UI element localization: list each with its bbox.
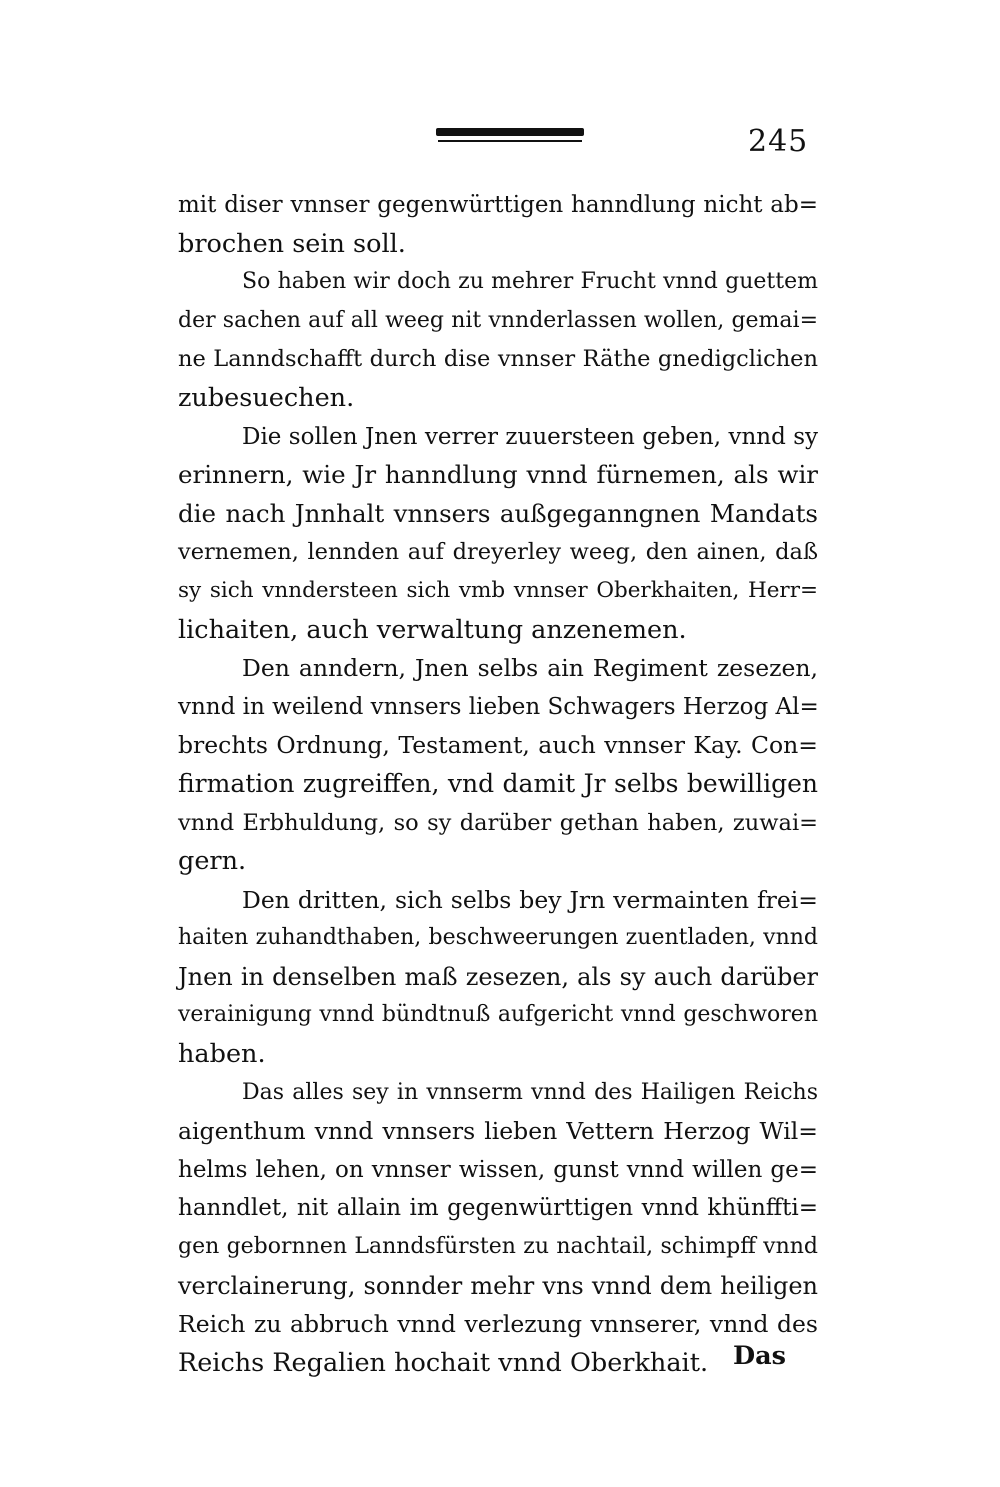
text-line: gen gebornnen Lanndsfürsten zu nachtail, schimpff vnnd [178,1234,818,1260]
text-line: vnnd Erbhuldung, so sy darüber gethan haben, zuwai= [178,809,818,836]
text-line: vnnd in weilend vnnsers lieben Schwagers Herzog Al= [178,693,819,720]
text-line: vernemen, lennden auf dreyerley weeg, den ainen, daß [178,539,818,566]
header-rule-thin [438,140,582,142]
catchword: Das [733,1341,786,1371]
text-line: haben. [178,1039,266,1070]
text-line: haiten zuhandthaben, beschweerungen zuentladen, vnnd [178,925,818,951]
text-line: verainigung vnnd bündtnuß aufgericht vnnd geschworen [178,1002,818,1028]
text-line: Reich zu abbruch vnnd verlezung vnnserer, vnnd des [178,1310,818,1339]
text-line: verclainerung, sonnder mehr vns vnnd dem heiligen [178,1271,818,1300]
text-line: Das alles sey in vnnserm vnnd des Hailigen Reichs [242,1079,818,1105]
text-line: Jnen in denselben maß zesezen, als sy auch darüber [178,962,818,991]
text-line: ne Lanndschafft durch dise vnnser Räthe gnedigclichen [178,346,818,373]
text-line: zubesuechen. [178,382,355,413]
text-line: brochen sein soll. [178,228,406,259]
text-line: firmation zugreiffen, vnd damit Jr selbs bewilligen [178,768,818,798]
text-line: Reichs Regalien hochait vnnd Oberkhait. [178,1347,709,1378]
text-line: lichaiten, auch verwaltung anzenemen. [178,614,687,645]
page-number: 245 [748,124,809,159]
text-line: hanndlet, nit allain im gegenwürttigen vnnd khünffti= [178,1195,818,1222]
text-line: helms lehen, on vnnser wissen, gunst vnnd willen ge= [178,1156,818,1183]
text-line: So haben wir doch zu mehrer Frucht vnnd guettem [242,269,818,295]
text-line: der sachen auf all weeg nit vnnderlassen wollen, gemai= [178,307,818,333]
text-line: gern. [178,846,247,877]
text-line: aigenthum vnnd vnnsers lieben Vettern Herzog Wil= [178,1117,818,1146]
text-line: Den anndern, Jnen selbs ain Regiment zesezen, [242,654,818,683]
text-line: sy sich vnndersteen sich vmb vnnser Oberkhaiten, Herr= [178,577,818,603]
header-rule-thick [436,128,584,136]
text-line: die nach Jnnhalt vnnsers außgeganngnen Mandats [178,498,818,528]
body-text [178,186,818,1382]
header-rule [436,128,584,146]
text-line: mit diser vnnser gegenwürttigen hanndlung nicht ab= [178,192,818,218]
text-line: erinnern, wie Jr hanndlung vnnd fürnemen, als wir [178,460,818,490]
text-line: brechts Ordnung, Testament, auch vnnser Kay. Con= [178,731,818,760]
text-line: Die sollen Jnen verrer zuuersteen geben, vnnd sy [242,423,818,450]
text-line: Den dritten, sich selbs bey Jrn vermainten frei= [242,885,818,914]
